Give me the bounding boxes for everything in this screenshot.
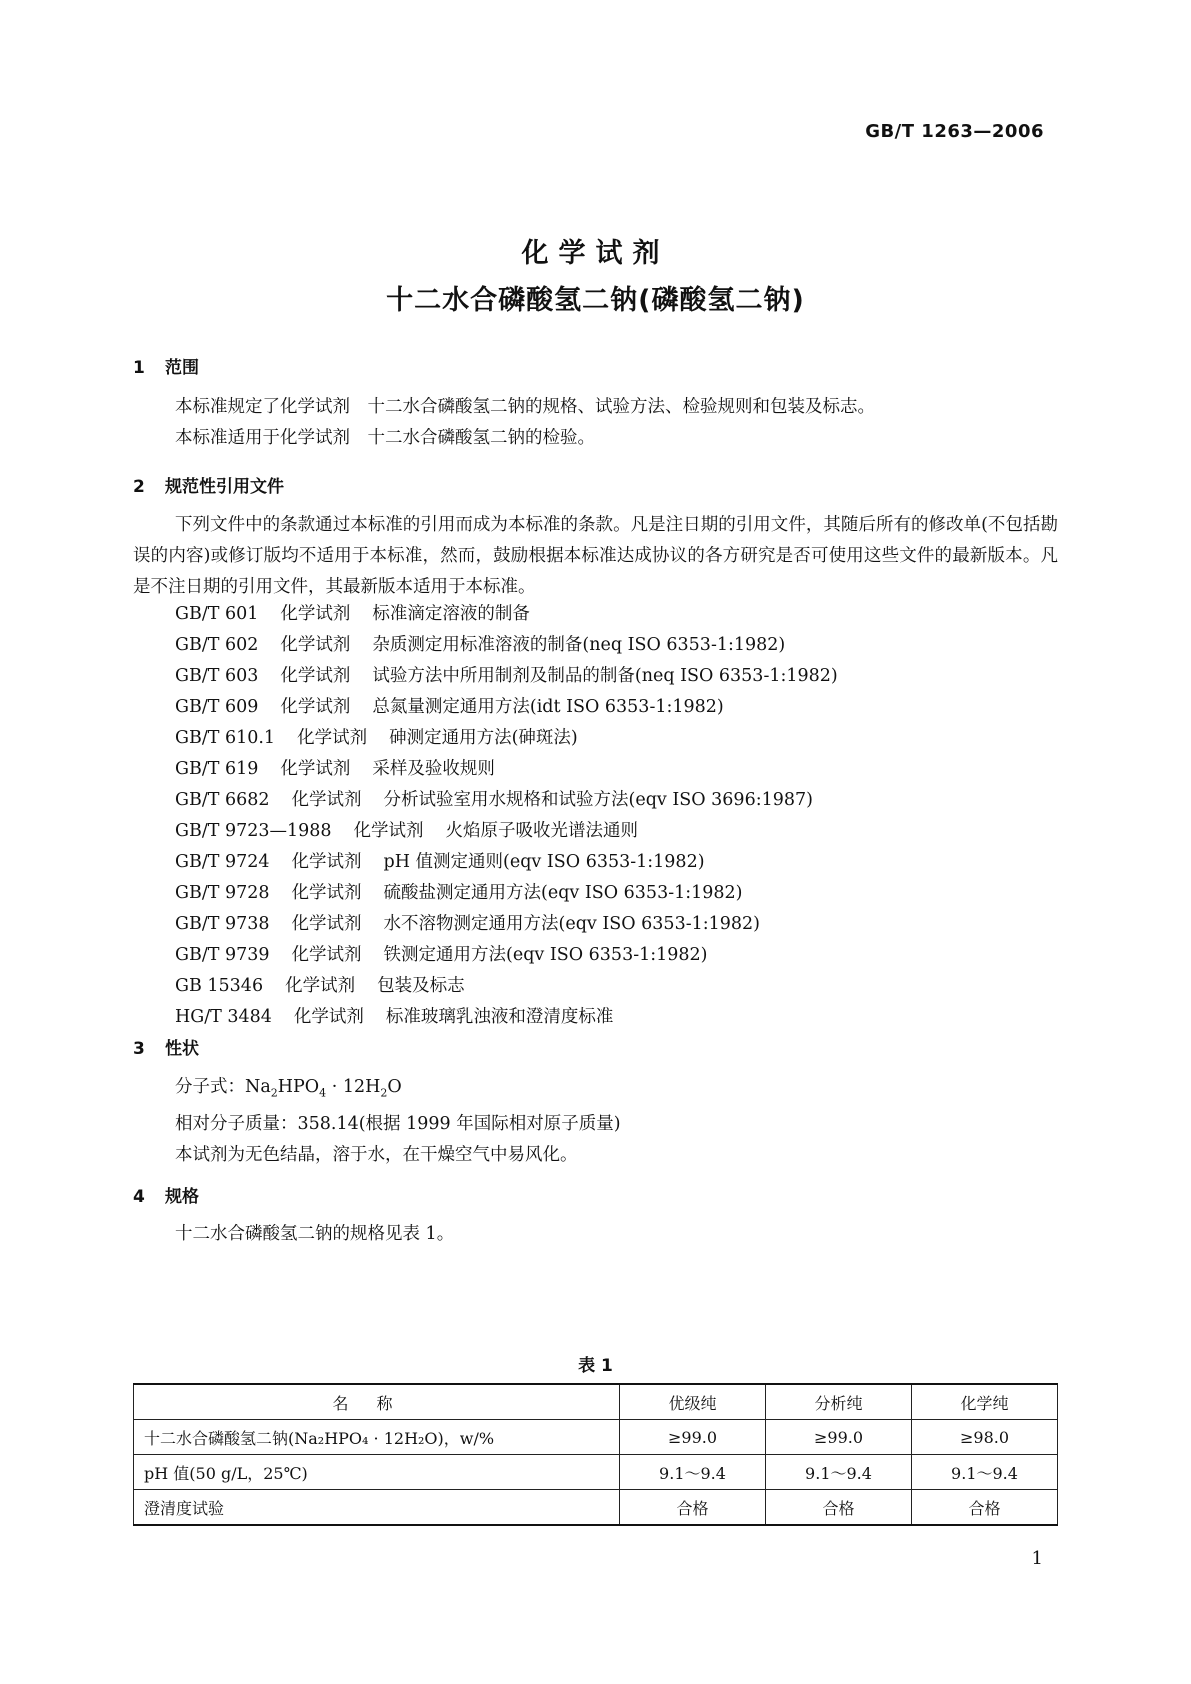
table-cell-value: ≥99.0 <box>766 1420 912 1455</box>
reference-title: 采样及验收规则 <box>372 759 495 779</box>
reference-code: GB/T 610.1 <box>175 728 276 748</box>
reference-item <box>175 971 838 1002</box>
reference-title: 硫酸盐测定通用方法(eqv ISO 6353-1:1982) <box>383 883 743 903</box>
reference-category: 化学试剂 <box>280 604 351 624</box>
reference-category: 化学试剂 <box>280 697 351 717</box>
table-cell-value: 合格 <box>912 1490 1058 1526</box>
reference-code: HG/T 3484 <box>175 1007 272 1027</box>
table-row <box>134 1420 1058 1455</box>
reference-code: GB/T 9723—1988 <box>175 821 332 841</box>
section-number: 4 <box>133 1187 145 1207</box>
reference-title: 水不溶物测定通用方法(eqv ISO 6353-1:1982) <box>383 914 761 934</box>
table-header-row <box>134 1384 1058 1420</box>
reference-category: 化学试剂 <box>291 914 362 934</box>
reference-title: 总氮量测定通用方法(idt ISO 6353-1:1982) <box>372 697 724 717</box>
reference-list <box>175 599 838 1033</box>
reference-code: GB/T 601 <box>175 604 259 624</box>
reference-title: 标准滴定溶液的制备 <box>372 604 530 624</box>
reference-item <box>175 692 838 723</box>
reference-category: 化学试剂 <box>291 852 362 872</box>
reference-code: GB/T 619 <box>175 759 259 779</box>
section-number: 1 <box>133 358 145 378</box>
reference-item <box>175 754 838 785</box>
reference-code: GB/T 9728 <box>175 883 270 903</box>
section-3-heading <box>133 1034 199 1059</box>
section-number: 2 <box>133 477 145 497</box>
column-header-grade3: 化学纯 <box>912 1384 1058 1420</box>
table-cell-name: 十二水合磷酸氢二钠(Na₂HPO₄ · 12H₂O)，w/% <box>134 1420 620 1455</box>
section-4-heading <box>133 1182 199 1207</box>
reference-category: 化学试剂 <box>291 945 362 965</box>
description: 本试剂为无色结晶，溶于水，在干燥空气中易风化。 <box>175 1144 578 1165</box>
table-caption: 表 1 <box>578 1356 613 1376</box>
reference-category: 化学试剂 <box>280 666 351 686</box>
reference-category: 化学试剂 <box>280 759 351 779</box>
reference-title: 砷测定通用方法(砷斑法) <box>389 728 578 748</box>
reference-title: 包装及标志 <box>377 976 465 996</box>
reference-code: GB/T 609 <box>175 697 259 717</box>
molecular-formula: 分子式：$Na_2HPO_4 \cdot 12H_2O$ <box>175 1077 402 1100</box>
column-header-grade2: 分析纯 <box>766 1384 912 1420</box>
section-3-body <box>175 1072 621 1171</box>
table-cell-value: ≥99.0 <box>620 1420 766 1455</box>
table-row <box>134 1455 1058 1490</box>
section-title: 性状 <box>165 1039 199 1059</box>
table-cell-value: 9.1～9.4 <box>912 1455 1058 1490</box>
reference-title: 杂质测定用标准溶液的制备(neq ISO 6353-1:1982) <box>372 635 786 655</box>
reference-item <box>175 599 838 630</box>
reference-title: pH 值测定通则(eqv ISO 6353-1:1982) <box>383 852 705 872</box>
reference-category: 化学试剂 <box>285 976 356 996</box>
molecular-mass: 相对分子质量：358.14(根据 1999 年国际相对原子质量) <box>175 1113 621 1134</box>
reference-item <box>175 847 838 878</box>
section-4-intro: 十二水合磷酸氢二钠的规格见表 1。 <box>175 1224 455 1244</box>
section-1-heading <box>133 353 199 378</box>
section-title: 范围 <box>165 358 199 378</box>
reference-item <box>175 630 838 661</box>
reference-code: GB/T 603 <box>175 666 259 686</box>
table-cell-name: 澄清度试验 <box>134 1490 620 1526</box>
reference-title: 火焰原子吸收光谱法通则 <box>445 821 639 841</box>
section-title: 规范性引用文件 <box>165 477 284 497</box>
reference-category: 化学试剂 <box>353 821 424 841</box>
reference-item <box>175 940 838 971</box>
reference-title: 铁测定通用方法(eqv ISO 6353-1:1982) <box>383 945 708 965</box>
reference-code: GB/T 6682 <box>175 790 270 810</box>
reference-category: 化学试剂 <box>291 883 362 903</box>
section-2-heading <box>133 472 284 497</box>
reference-category: 化学试剂 <box>280 635 351 655</box>
table-cell-name: pH 值(50 g/L，25℃) <box>134 1455 620 1490</box>
section-title: 规格 <box>165 1187 199 1207</box>
section-number: 3 <box>133 1039 145 1059</box>
reference-code: GB 15346 <box>175 976 264 996</box>
reference-code: GB/T 9724 <box>175 852 270 872</box>
reference-category: 化学试剂 <box>293 1007 364 1027</box>
reference-category: 化学试剂 <box>291 790 362 810</box>
document-title-line2: 十二水合磷酸氢二钠(磷酸氢二钠) <box>386 285 805 316</box>
reference-item <box>175 723 838 754</box>
reference-title: 试验方法中所用制剂及制品的制备(neq ISO 6353-1:1982) <box>372 666 838 686</box>
reference-code: GB/T 9738 <box>175 914 270 934</box>
reference-item <box>175 909 838 940</box>
table-cell-value: ≥98.0 <box>912 1420 1058 1455</box>
reference-item <box>175 1002 838 1033</box>
reference-code: GB/T 9739 <box>175 945 270 965</box>
specification-table <box>133 1383 1058 1526</box>
reference-item <box>175 785 838 816</box>
table-cell-value: 合格 <box>620 1490 766 1526</box>
table-cell-value: 合格 <box>766 1490 912 1526</box>
reference-item <box>175 816 838 847</box>
reference-title: 分析试验室用水规格和试验方法(eqv ISO 3696:1987) <box>383 790 813 810</box>
standard-number: GB/T 1263—2006 <box>865 121 1044 142</box>
column-header-name: 名称 <box>134 1384 620 1420</box>
reference-title: 标准玻璃乳浊液和澄清度标准 <box>385 1007 614 1027</box>
paragraph: 本标准适用于化学试剂 十二水合磷酸氢二钠的检验。 <box>175 428 595 448</box>
reference-category: 化学试剂 <box>297 728 368 748</box>
table-cell-value: 9.1～9.4 <box>620 1455 766 1490</box>
page-number: 1 <box>1031 1548 1043 1569</box>
reference-item <box>175 661 838 692</box>
table-cell-value: 9.1～9.4 <box>766 1455 912 1490</box>
reference-item <box>175 878 838 909</box>
column-header-grade1: 优级纯 <box>620 1384 766 1420</box>
reference-code: GB/T 602 <box>175 635 259 655</box>
paragraph: 本标准规定了化学试剂 十二水合磷酸氢二钠的规格、试验方法、检验规则和包装及标志。 <box>175 397 875 417</box>
section-1-body <box>175 392 875 454</box>
document-title-line1: 化学试剂 <box>521 238 670 269</box>
section-2-intro: 下列文件中的条款通过本标准的引用而成为本标准的条款。凡是注日期的引用文件，其随后所有的修改单(不包括勘误的内容)或修订版均不适用于本标准，然而，鼓励根据本标准达成协议的各方研究是否可使用这些文件的最新版本。凡是不注日期的引用文件，其最新版本适用于本标准。 <box>133 515 1058 597</box>
table-row <box>134 1490 1058 1526</box>
